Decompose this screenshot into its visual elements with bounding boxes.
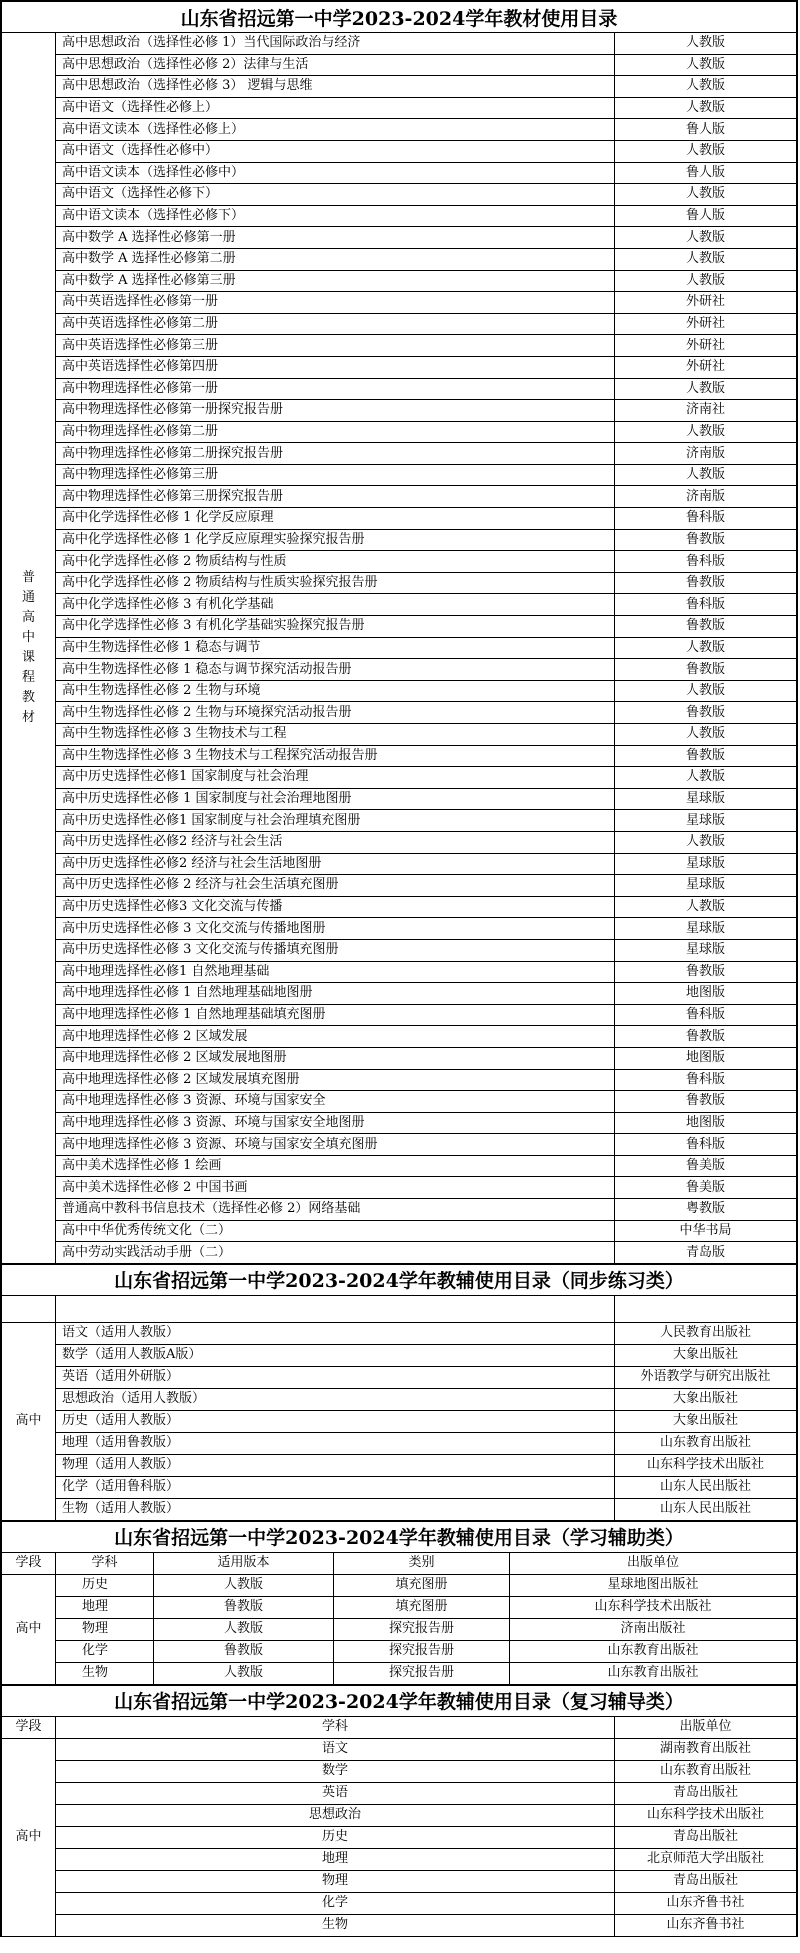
textbook-name: 高中地理选择性必修 1 自然地理基础地图册 <box>56 983 615 1005</box>
textbook-name: 高中物理选择性必修第二册 <box>56 421 615 443</box>
category-char: 中 <box>21 629 35 645</box>
table-row <box>2 292 797 314</box>
subject-name: 物理 <box>56 1618 154 1640</box>
type-name: 填充图册 <box>334 1596 510 1618</box>
textbook-name: 高中思想政治（选择性必修 3） 逻辑与思维 <box>56 76 615 98</box>
table-row <box>2 724 797 746</box>
publisher-name: 大象出版社 <box>615 1344 797 1366</box>
textbook-publisher: 鲁科版 <box>614 1069 796 1091</box>
category-char: 高 <box>21 609 35 625</box>
textbook-publisher: 星球版 <box>614 788 796 810</box>
table-row <box>2 983 797 1005</box>
textbook-name: 高中英语选择性必修第一册 <box>56 292 615 314</box>
textbook-publisher: 鲁美版 <box>614 1177 796 1199</box>
publisher-name: 湖南教育出版社 <box>615 1738 797 1760</box>
table-row <box>2 659 797 681</box>
textbook-publisher: 星球版 <box>614 853 796 875</box>
table-row <box>2 572 797 594</box>
table-row <box>2 1662 797 1684</box>
table-row <box>2 1242 797 1264</box>
textbook-name: 高中化学选择性必修 2 物质结构与性质实验探究报告册 <box>56 572 615 594</box>
table-row <box>2 788 797 810</box>
textbook-name: 高中思想政治（选择性必修 2）法律与生活 <box>56 54 615 76</box>
publisher-name: 山东齐鲁书社 <box>615 1914 797 1936</box>
study-aid-header-row <box>2 1552 797 1574</box>
category-char: 教 <box>21 689 35 705</box>
textbook-publisher: 人教版 <box>614 421 796 443</box>
textbook-name: 高中语文读本（选择性必修上） <box>56 119 615 141</box>
textbook-publisher: 鲁科版 <box>614 1134 796 1156</box>
textbook-publisher: 星球版 <box>614 918 796 940</box>
textbook-publisher: 人教版 <box>614 378 796 400</box>
category-char: 通 <box>21 589 35 605</box>
textbook-name: 高中物理选择性必修第二册探究报告册 <box>56 443 615 465</box>
header-edition: 适用版本 <box>154 1552 334 1574</box>
textbook-publisher: 青岛版 <box>614 1242 796 1264</box>
category-char: 普 <box>21 569 35 585</box>
textbook-publisher: 人教版 <box>614 248 796 270</box>
textbook-name: 高中化学选择性必修 2 物质结构与性质 <box>56 551 615 573</box>
header-publisher: 出版单位 <box>615 1716 797 1738</box>
textbook-name: 高中化学选择性必修 1 化学反应原理实验探究报告册 <box>56 529 615 551</box>
textbook-publisher: 鲁科版 <box>614 594 796 616</box>
subject-name: 化学 <box>56 1892 615 1914</box>
textbook-publisher: 人教版 <box>614 724 796 746</box>
table-row <box>2 1760 797 1782</box>
category-char: 材 <box>21 709 35 725</box>
subject-name: 物理 <box>56 1870 615 1892</box>
textbook-name: 高中化学选择性必修 3 有机化学基础实验探究报告册 <box>56 616 615 638</box>
textbook-publisher: 地图版 <box>614 1047 796 1069</box>
subject-name: 思想政治（适用人教版） <box>56 1388 615 1410</box>
header-type: 类别 <box>334 1552 510 1574</box>
table-row <box>2 1574 797 1596</box>
textbook-name: 高中中华优秀传统文化（二） <box>56 1220 615 1242</box>
textbook-publisher: 人教版 <box>614 97 796 119</box>
subject-name: 英语（适用外研版） <box>56 1366 615 1388</box>
publisher-name: 星球地图出版社 <box>510 1574 797 1596</box>
table-row <box>2 248 797 270</box>
textbook-publisher: 人教版 <box>614 76 796 98</box>
textbook-name: 高中语文（选择性必修上） <box>56 97 615 119</box>
table-row <box>2 1892 797 1914</box>
table-row <box>2 1004 797 1026</box>
textbook-name: 高中化学选择性必修 1 化学反应原理 <box>56 508 615 530</box>
textbook-publisher: 济南版 <box>614 486 796 508</box>
category-char: 课 <box>21 649 35 665</box>
textbook-name: 高中地理选择性必修 2 区域发展填充图册 <box>56 1069 615 1091</box>
table-row <box>2 831 797 853</box>
textbook-publisher: 星球版 <box>614 875 796 897</box>
table-row <box>2 76 797 98</box>
textbook-name: 普通高中教科书信息技术（选择性必修 2）网络基础 <box>56 1199 615 1221</box>
table-row <box>2 1155 797 1177</box>
review-guide-title: 山东省招远第一中学2023-2024学年教辅使用目录（复习辅导类） <box>2 1685 797 1716</box>
table-row <box>2 1804 797 1826</box>
table-row <box>2 1738 797 1760</box>
table-row <box>2 1782 797 1804</box>
textbook-name: 高中生物选择性必修 2 生物与环境 <box>56 680 615 702</box>
table-row <box>2 853 797 875</box>
category-char: 程 <box>21 669 35 685</box>
textbook-publisher: 人教版 <box>614 33 796 55</box>
textbook-publisher: 人教版 <box>614 227 796 249</box>
table-row <box>2 1870 797 1892</box>
subject-name: 生物（适用人教版） <box>56 1498 615 1520</box>
table-row <box>2 1410 797 1432</box>
textbook-publisher: 人教版 <box>614 896 796 918</box>
publisher-name: 山东人民出版社 <box>615 1498 797 1520</box>
table-row <box>2 54 797 76</box>
type-name: 探究报告册 <box>334 1618 510 1640</box>
textbook-publisher: 济南版 <box>614 443 796 465</box>
textbook-name: 高中地理选择性必修 3 资源、环境与国家安全填充图册 <box>56 1134 615 1156</box>
textbook-publisher: 人教版 <box>614 184 796 206</box>
textbook-publisher: 地图版 <box>614 983 796 1005</box>
textbook-name: 高中生物选择性必修 1 稳态与调节探究活动报告册 <box>56 659 615 681</box>
table-row <box>2 1199 797 1221</box>
publisher-name: 山东科学技术出版社 <box>615 1454 797 1476</box>
textbook-publisher: 鲁教版 <box>614 1026 796 1048</box>
subject-name: 历史（适用人教版） <box>56 1410 615 1432</box>
table-row <box>2 939 797 961</box>
subject-name: 地理 <box>56 1848 615 1870</box>
textbook-name: 高中语文读本（选择性必修下） <box>56 205 615 227</box>
table-row <box>2 810 797 832</box>
table-row <box>2 1220 797 1242</box>
table-row <box>2 335 797 357</box>
publisher-name: 山东教育出版社 <box>510 1662 797 1684</box>
textbook-publisher: 鲁教版 <box>614 745 796 767</box>
textbook-publisher: 鲁科版 <box>614 508 796 530</box>
subject-name: 地理 <box>56 1596 154 1618</box>
textbook-name: 高中生物选择性必修 3 生物技术与工程探究活动报告册 <box>56 745 615 767</box>
sync-practice-table <box>1 1264 797 1521</box>
table-row <box>2 205 797 227</box>
textbook-name: 高中历史选择性必修3 文化交流与传播 <box>56 896 615 918</box>
table-row <box>2 1596 797 1618</box>
table-row <box>2 767 797 789</box>
table-row <box>2 1047 797 1069</box>
textbook-name: 高中物理选择性必修第一册探究报告册 <box>56 400 615 422</box>
textbook-name: 高中生物选择性必修 2 生物与环境探究活动报告册 <box>56 702 615 724</box>
subject-name: 化学（适用鲁科版） <box>56 1476 615 1498</box>
textbook-publisher: 人教版 <box>614 464 796 486</box>
textbook-publisher: 济南社 <box>614 400 796 422</box>
textbook-name: 高中物理选择性必修第三册探究报告册 <box>56 486 615 508</box>
textbook-name: 高中生物选择性必修 1 稳态与调节 <box>56 637 615 659</box>
textbook-name: 高中历史选择性必修 3 文化交流与传播填充图册 <box>56 939 615 961</box>
textbook-publisher: 鲁人版 <box>614 205 796 227</box>
textbook-name: 高中物理选择性必修第三册 <box>56 464 615 486</box>
table-row <box>2 702 797 724</box>
table-row <box>2 1069 797 1091</box>
table-row <box>2 443 797 465</box>
header-subject: 学科 <box>56 1716 615 1738</box>
publisher-name: 山东科学技术出版社 <box>510 1596 797 1618</box>
textbook-publisher: 人教版 <box>614 680 796 702</box>
textbook-name: 高中英语选择性必修第四册 <box>56 356 615 378</box>
subject-name: 历史 <box>56 1574 154 1596</box>
textbook-name: 高中历史选择性必修2 经济与社会生活 <box>56 831 615 853</box>
textbook-publisher: 鲁人版 <box>614 162 796 184</box>
textbook-publisher: 外研社 <box>614 335 796 357</box>
table-row <box>2 140 797 162</box>
textbook-table-title: 山东省招远第一中学2023-2024学年教材使用目录 <box>2 2 797 33</box>
textbook-publisher: 外研社 <box>614 313 796 335</box>
table-row <box>2 745 797 767</box>
textbook-name: 高中地理选择性必修1 自然地理基础 <box>56 961 615 983</box>
textbook-name: 高中物理选择性必修第一册 <box>56 378 615 400</box>
table-row <box>2 1848 797 1870</box>
textbook-publisher: 鲁教版 <box>614 702 796 724</box>
table-row <box>2 875 797 897</box>
publisher-name: 山东教育出版社 <box>615 1760 797 1782</box>
subject-name: 数学（适用人教版A版） <box>56 1344 615 1366</box>
publisher-name: 大象出版社 <box>615 1410 797 1432</box>
subject-name: 地理（适用鲁教版） <box>56 1432 615 1454</box>
textbook-publisher: 人教版 <box>614 767 796 789</box>
publisher-name: 山东科学技术出版社 <box>615 1804 797 1826</box>
publisher-name: 山东人民出版社 <box>615 1476 797 1498</box>
table-row <box>2 616 797 638</box>
edition-name: 鲁教版 <box>154 1596 334 1618</box>
table-row <box>2 270 797 292</box>
header-subject: 学科 <box>56 1552 154 1574</box>
category-label <box>2 33 56 1264</box>
textbook-name: 高中历史选择性必修 1 国家制度与社会治理地图册 <box>56 788 615 810</box>
table-row <box>2 918 797 940</box>
textbook-name: 高中历史选择性必修 2 经济与社会生活填充图册 <box>56 875 615 897</box>
publisher-name: 外语教学与研究出版社 <box>615 1366 797 1388</box>
type-name: 探究报告册 <box>334 1662 510 1684</box>
textbook-name: 高中生物选择性必修 3 生物技术与工程 <box>56 724 615 746</box>
subject-name: 语文 <box>56 1738 615 1760</box>
textbook-publisher: 鲁科版 <box>614 1004 796 1026</box>
textbook-name: 高中美术选择性必修 2 中国书画 <box>56 1177 615 1199</box>
textbook-publisher: 鲁教版 <box>614 616 796 638</box>
table-row <box>2 1344 797 1366</box>
header-publisher: 出版单位 <box>510 1552 797 1574</box>
subject-name: 语文（适用人教版） <box>56 1322 615 1344</box>
table-row <box>2 1112 797 1134</box>
subject-name: 数学 <box>56 1760 615 1782</box>
textbook-publisher: 人教版 <box>614 140 796 162</box>
textbook-publisher: 鲁美版 <box>614 1155 796 1177</box>
textbook-name: 高中英语选择性必修第二册 <box>56 313 615 335</box>
textbook-name: 高中劳动实践活动手册（二） <box>56 1242 615 1264</box>
publisher-name: 青岛出版社 <box>615 1826 797 1848</box>
table-row <box>2 184 797 206</box>
edition-name: 人教版 <box>154 1662 334 1684</box>
textbook-publisher: 人教版 <box>614 54 796 76</box>
textbook-publisher: 鲁教版 <box>614 659 796 681</box>
textbook-name: 高中美术选择性必修 1 绘画 <box>56 1155 615 1177</box>
publisher-name: 青岛出版社 <box>615 1870 797 1892</box>
textbook-name: 高中地理选择性必修 1 自然地理基础填充图册 <box>56 1004 615 1026</box>
study-aid-title: 山东省招远第一中学2023-2024学年教辅使用目录（学习辅助类） <box>2 1521 797 1552</box>
type-name: 探究报告册 <box>334 1640 510 1662</box>
study-aid-table <box>1 1521 797 1685</box>
table-row <box>2 1091 797 1113</box>
textbook-publisher: 外研社 <box>614 292 796 314</box>
table-row <box>2 680 797 702</box>
textbook-name: 高中数学 A 选择性必修第三册 <box>56 270 615 292</box>
blank-row <box>2 1295 797 1322</box>
publisher-name: 山东教育出版社 <box>615 1432 797 1454</box>
textbook-publisher: 鲁教版 <box>614 572 796 594</box>
textbook-name: 高中语文（选择性必修下） <box>56 184 615 206</box>
textbook-publisher: 鲁教版 <box>614 961 796 983</box>
review-guide-header-row <box>2 1716 797 1738</box>
table-row <box>2 1476 797 1498</box>
textbook-publisher: 鲁教版 <box>614 1091 796 1113</box>
table-row <box>2 486 797 508</box>
textbook-name: 高中历史选择性必修2 经济与社会生活地图册 <box>56 853 615 875</box>
table-row <box>2 464 797 486</box>
table-row <box>2 119 797 141</box>
textbook-table <box>1 1 797 1264</box>
textbook-publisher: 鲁科版 <box>614 551 796 573</box>
table-row <box>2 1826 797 1848</box>
stage-label: 高中 <box>2 1574 56 1684</box>
edition-name: 鲁教版 <box>154 1640 334 1662</box>
textbook-name: 高中语文读本（选择性必修中） <box>56 162 615 184</box>
publisher-name: 山东教育出版社 <box>510 1640 797 1662</box>
table-row <box>2 1322 797 1344</box>
publisher-name: 大象出版社 <box>615 1388 797 1410</box>
publisher-name: 北京师范大学出版社 <box>615 1848 797 1870</box>
table-row <box>2 1498 797 1520</box>
textbook-name: 高中地理选择性必修 2 区域发展 <box>56 1026 615 1048</box>
table-row <box>2 551 797 573</box>
textbook-publisher: 人教版 <box>614 270 796 292</box>
table-row <box>2 508 797 530</box>
subject-name: 英语 <box>56 1782 615 1804</box>
subject-name: 思想政治 <box>56 1804 615 1826</box>
subject-name: 物理（适用人教版） <box>56 1454 615 1476</box>
table-row <box>2 1026 797 1048</box>
textbook-name: 高中思想政治（选择性必修 1）当代国际政治与经济 <box>56 33 615 55</box>
type-name: 填充图册 <box>334 1574 510 1596</box>
subject-name: 生物 <box>56 1662 154 1684</box>
table-row <box>2 33 797 55</box>
edition-name: 人教版 <box>154 1574 334 1596</box>
textbook-name: 高中地理选择性必修 3 资源、环境与国家安全地图册 <box>56 1112 615 1134</box>
subject-name: 历史 <box>56 1826 615 1848</box>
table-row <box>2 896 797 918</box>
textbook-name: 高中地理选择性必修 2 区域发展地图册 <box>56 1047 615 1069</box>
stage-label: 高中 <box>2 1322 56 1520</box>
publisher-name: 青岛出版社 <box>615 1782 797 1804</box>
sync-practice-title: 山东省招远第一中学2023-2024学年教辅使用目录（同步练习类） <box>2 1264 797 1295</box>
textbook-name: 高中历史选择性必修1 国家制度与社会治理填充图册 <box>56 810 615 832</box>
table-row <box>2 421 797 443</box>
table-row <box>2 97 797 119</box>
textbook-publisher: 地图版 <box>614 1112 796 1134</box>
subject-name: 化学 <box>56 1640 154 1662</box>
textbook-name: 高中语文（选择性必修中） <box>56 140 615 162</box>
subject-name: 生物 <box>56 1914 615 1936</box>
table-row <box>2 1454 797 1476</box>
header-stage: 学段 <box>2 1716 56 1738</box>
textbook-publisher: 星球版 <box>614 939 796 961</box>
textbook-publisher: 鲁教版 <box>614 529 796 551</box>
table-row <box>2 1640 797 1662</box>
textbook-publisher: 星球版 <box>614 810 796 832</box>
table-row <box>2 1914 797 1936</box>
edition-name: 人教版 <box>154 1618 334 1640</box>
textbook-name: 高中历史选择性必修 3 文化交流与传播地图册 <box>56 918 615 940</box>
table-row <box>2 529 797 551</box>
table-row <box>2 637 797 659</box>
textbook-name: 高中历史选择性必修1 国家制度与社会治理 <box>56 767 615 789</box>
publisher-name: 济南出版社 <box>510 1618 797 1640</box>
table-row <box>2 1388 797 1410</box>
table-row <box>2 1177 797 1199</box>
table-row <box>2 1366 797 1388</box>
table-row <box>2 594 797 616</box>
table-row <box>2 1432 797 1454</box>
review-guide-table <box>1 1685 797 1937</box>
publisher-name: 山东齐鲁书社 <box>615 1892 797 1914</box>
textbook-name: 高中数学 A 选择性必修第二册 <box>56 248 615 270</box>
table-row <box>2 356 797 378</box>
table-row <box>2 313 797 335</box>
textbook-publisher: 粤教版 <box>614 1199 796 1221</box>
textbook-name: 高中数学 A 选择性必修第一册 <box>56 227 615 249</box>
textbook-name: 高中地理选择性必修 3 资源、环境与国家安全 <box>56 1091 615 1113</box>
publisher-name: 人民教育出版社 <box>615 1322 797 1344</box>
table-row <box>2 378 797 400</box>
textbook-publisher: 中华书局 <box>614 1220 796 1242</box>
textbook-publisher: 鲁人版 <box>614 119 796 141</box>
textbook-publisher: 人教版 <box>614 831 796 853</box>
textbook-publisher: 人教版 <box>614 637 796 659</box>
table-row <box>2 961 797 983</box>
table-row <box>2 162 797 184</box>
stage-label: 高中 <box>2 1738 56 1936</box>
table-row <box>2 1618 797 1640</box>
table-row <box>2 1134 797 1156</box>
textbook-name: 高中化学选择性必修 3 有机化学基础 <box>56 594 615 616</box>
table-row <box>2 400 797 422</box>
table-row <box>2 227 797 249</box>
header-stage: 学段 <box>2 1552 56 1574</box>
textbook-publisher: 外研社 <box>614 356 796 378</box>
textbook-name: 高中英语选择性必修第三册 <box>56 335 615 357</box>
